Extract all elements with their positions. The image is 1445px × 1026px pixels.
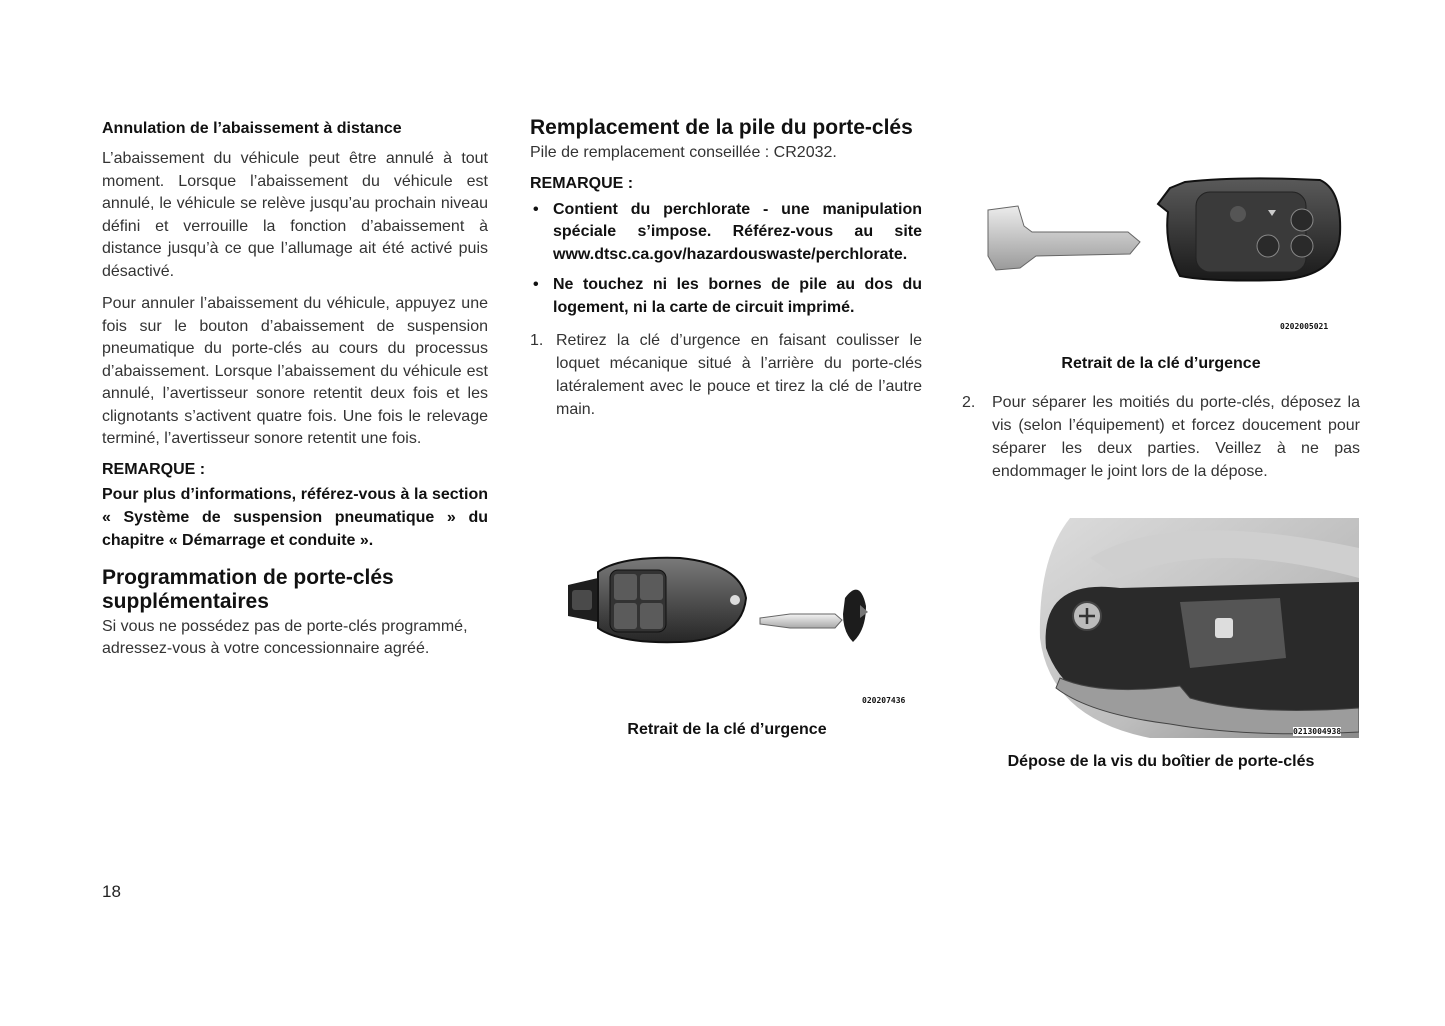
figure-caption: Dépose de la vis du boîtier de porte-clés (1007, 753, 1315, 770)
figure-code: 020207436 (862, 696, 906, 705)
left-column (102, 116, 488, 671)
battery-replacement-heading: Remplacement de la pile du porte-clés (530, 116, 913, 139)
warning-list (530, 199, 922, 320)
bullet-text: Contient du perchlorate - une manipulation spéciale s’impose. Référez-vous au site www.dtsc.ca.gov/hazardouswaste/perchlorate. (553, 200, 922, 263)
figure-caption: Retrait de la clé d’urgence (1061, 355, 1261, 372)
list-item (530, 199, 922, 267)
step-1 (530, 329, 922, 421)
fob-housing-screw-figure (1030, 518, 1359, 738)
step-2 (962, 391, 1360, 483)
note-body: Pour plus d’informations, référez-vous à la section « Système de suspension pneumatique » du chapitre « Démarrage et conduite ». (102, 485, 488, 549)
programming-heading: Programmation de porte-clés supplémentaires (102, 565, 394, 613)
smart-key-emergency-key-figure (980, 176, 1350, 296)
lowering-cancel-paragraph: L’abaissement du véhicule peut être annulé à tout moment. Lorsque l’abaissement du véhicule est annulé, le véhicule se relève jusqu’au prochain niveau défini et verrouille la fonction d’abaissement à distance jusqu’à ce que l’allumage ait été activé puis désactivé. (102, 150, 488, 280)
bullet-text: Ne touchez ni les bornes de pile au dos du logement, ni la carte de circuit imprimé. (553, 276, 922, 316)
step-number: 2. (962, 394, 976, 411)
battery-subtitle: Pile de remplacement conseillée : CR2032. (530, 144, 837, 161)
bullet-icon: • (533, 200, 539, 218)
how-to-cancel-paragraph: Pour annuler l’abaissement du véhicule, appuyez une fois sur le bouton d’abaissement de suspension pneumatique du porte-clés au cours du processus d’abaissement. Lorsque l’abaissement du véhicule est annulé, l’avertisseur sonore retentit deux fois et les clignotants s’activent quatre fois. Une fois le relevage terminé, l’avertisseur sonore retentit une fois. (102, 295, 488, 447)
remote-lowering-cancel-heading: Annulation de l’abaissement à distance (102, 120, 402, 137)
figure-code: 0213004938 (1293, 727, 1342, 736)
list-item (530, 274, 922, 319)
figure-caption: Retrait de la clé d’urgence (627, 721, 827, 738)
page-number: 18 (102, 882, 121, 901)
note-heading: REMARQUE : (530, 174, 634, 192)
bullet-icon: • (533, 276, 539, 293)
step-number: 1. (530, 332, 544, 349)
figure-code: 0202005021 (1280, 322, 1329, 331)
step-text: Pour séparer les moitiés du porte-clés, déposez la vis (selon l’équipement) et forcez doucement pour séparer les deux parties. Veillez à ne pas endommager le joint lors de la dépose. (992, 394, 1360, 480)
middle-column (530, 116, 922, 421)
step-text: Retirez la clé d’urgence en faisant coulisser le loquet mécanique situé à l’arrière du porte-clés latéralement avec le pouce et tirez la clé de l’autre main. (556, 332, 922, 418)
right-column (962, 355, 1360, 483)
key-fob-emergency-key-figure (560, 550, 890, 660)
note-heading: REMARQUE : (102, 460, 206, 478)
programming-paragraph: Si vous ne possédez pas de porte-clés programmé, adressez-vous à votre concessionnaire agréé. (102, 617, 468, 657)
